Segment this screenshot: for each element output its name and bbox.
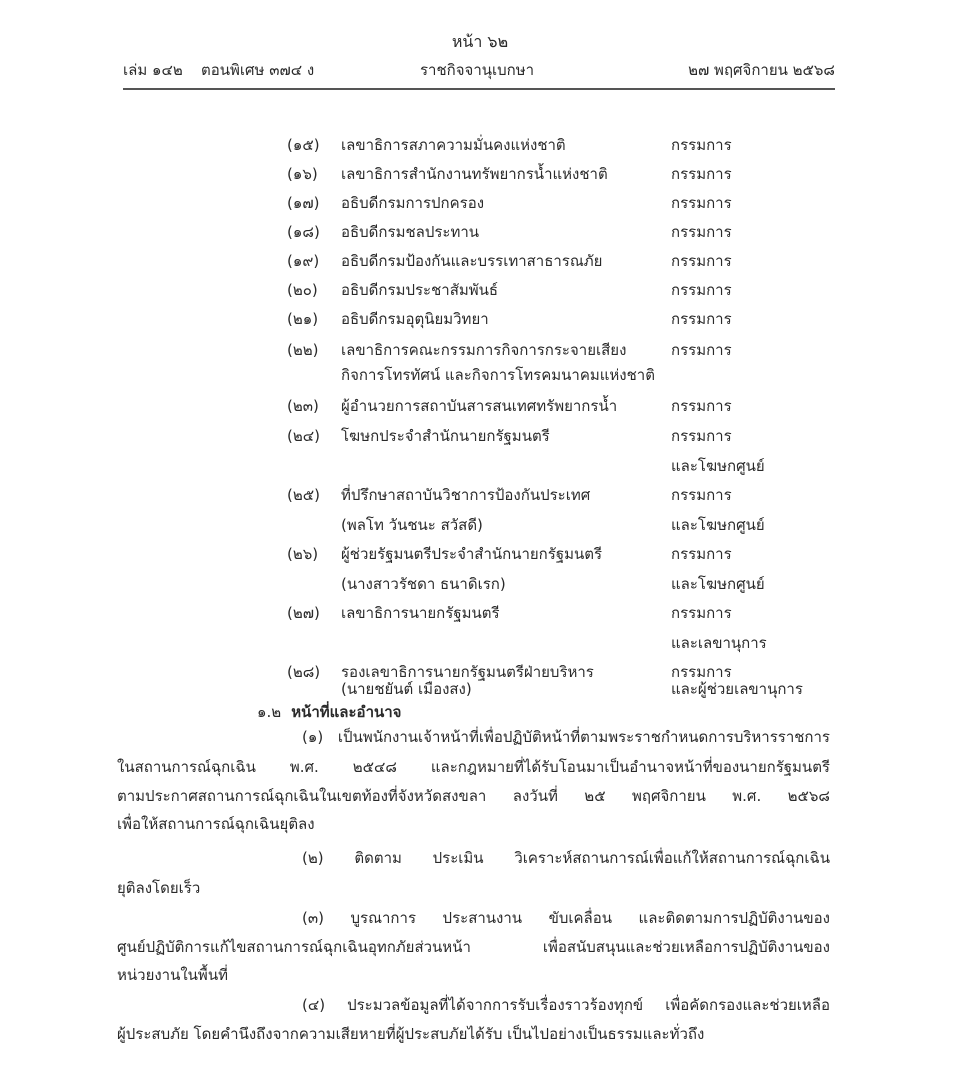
item-number: (๒๗) xyxy=(287,604,320,622)
volume-label: เล่ม ๑๔๒ xyxy=(123,61,183,79)
item-number: (๑๘) xyxy=(287,223,320,241)
item-number: (๒๐) xyxy=(287,281,318,299)
item-number: (๑๕) xyxy=(287,136,320,154)
publication-date: ๒๗ พฤศจิกายน ๒๕๖๘ xyxy=(688,61,835,79)
paragraph-line: (๑) เป็นพนักงานเจ้าหน้าที่เพื่อปฏิบัติหน้าที่ตามพระราชกำหนดการบริหารราชการ xyxy=(302,728,830,746)
member-role-cont: และโฆษกศูนย์ xyxy=(671,457,765,475)
list-item-continuation xyxy=(0,454,960,480)
member-role: กรรมการ xyxy=(671,397,732,415)
member-role: กรรมการ xyxy=(671,223,732,241)
list-item xyxy=(0,542,960,568)
member-role: กรรมการ xyxy=(671,281,732,299)
list-item-continuation xyxy=(0,631,960,657)
member-title: อธิบดีกรมการปกครอง xyxy=(341,194,485,212)
list-item xyxy=(0,220,960,246)
issue-label: ตอนพิเศษ ๓๗๔ ง xyxy=(201,61,315,79)
list-item xyxy=(0,338,960,364)
list-item xyxy=(0,424,960,450)
paragraph-line: ศูนย์ปฏิบัติการแก้ไขสถานการณ์ฉุกเฉินอุทกภัยส่วนหน้า เพื่อสนับสนุนและช่วยเหลือการปฏิบัติงานของ xyxy=(117,938,830,956)
paragraph-line: (๔) ประมวลข้อมูลที่ได้จากการรับเรื่องราวร้องทุกข์ เพื่อคัดกรองและช่วยเหลือ xyxy=(302,996,830,1014)
member-role: กรรมการ xyxy=(671,341,732,359)
item-number: (๒๑) xyxy=(287,310,319,328)
section-heading xyxy=(257,700,401,724)
member-name: (นางสาวรัชดา ธนาดิเรก) xyxy=(341,575,506,593)
member-role: กรรมการ xyxy=(671,427,732,445)
item-number: (๒๘) xyxy=(287,663,321,681)
list-item xyxy=(0,394,960,420)
item-number: (๑๙) xyxy=(287,252,320,270)
member-title: ผู้ช่วยรัฐมนตรีประจำสำนักนายกรัฐมนตรี xyxy=(341,545,603,563)
list-item xyxy=(0,249,960,275)
list-item xyxy=(0,191,960,217)
item-number: (๑๖) xyxy=(287,165,318,183)
item-number: (๒๓) xyxy=(287,397,319,415)
member-title: โฆษกประจำสำนักนายกรัฐมนตรี xyxy=(341,427,550,445)
member-role-cont: และเลขานุการ xyxy=(671,634,767,652)
section-title: หน้าที่และอำนาจ xyxy=(291,703,402,721)
item-number: (๒๔) xyxy=(287,427,320,445)
member-title: อธิบดีกรมประชาสัมพันธ์ xyxy=(341,281,499,299)
member-role: กรรมการ xyxy=(671,545,732,563)
list-item xyxy=(0,162,960,188)
publication-title: ราชกิจจานุเบกษา xyxy=(420,61,535,79)
member-name: (พลโท วันชนะ สวัสดี) xyxy=(341,516,483,534)
member-role: กรรมการ xyxy=(671,310,732,328)
paragraph-line: หน่วยงานในพื้นที่ xyxy=(117,966,228,984)
member-title: รองเลขาธิการนายกรัฐมนตรีฝ่ายบริหาร xyxy=(341,663,594,681)
member-role: กรรมการ xyxy=(671,486,732,504)
member-role-cont: และผู้ช่วยเลขานุการ xyxy=(671,680,803,698)
member-title: อธิบดีกรมป้องกันและบรรเทาสาธารณภัย xyxy=(341,252,603,270)
member-role: กรรมการ xyxy=(671,663,732,681)
member-name: (นายชยันต์ เมืองสง) xyxy=(341,680,472,698)
member-role-cont: และโฆษกศูนย์ xyxy=(671,516,765,534)
member-title: ผู้อำนวยการสถาบันสารสนเทศทรัพยากรน้ำ xyxy=(341,397,618,415)
paragraph-line: ตามประกาศสถานการณ์ฉุกเฉินในเขตท้องที่จังหวัดสงขลา ลงวันที่ ๒๕ พฤศจิกายน พ.ศ. ๒๕๖๘ xyxy=(117,787,830,805)
member-title: เลขาธิการสำนักงานทรัพยากรน้ำแห่งชาติ xyxy=(341,165,608,183)
list-item xyxy=(0,601,960,627)
member-role: กรรมการ xyxy=(671,165,732,183)
paragraph-line: (๒) ติดตาม ประเมิน วิเคราะห์สถานการณ์เพื่อแก้ให้สถานการณ์ฉุกเฉิน xyxy=(302,849,830,867)
item-number: (๒๖) xyxy=(287,545,319,563)
member-title: ที่ปรึกษาสถาบันวิชาการป้องกันประเทศ xyxy=(341,486,591,504)
paragraph-line: ในสถานการณ์ฉุกเฉิน พ.ศ. ๒๕๔๘ และกฎหมายที่ได้รับโอนมาเป็นอำนาจหน้าที่ของนายกรัฐมนตรี xyxy=(117,758,830,776)
list-item-continuation xyxy=(0,513,960,539)
item-number: (๒๒) xyxy=(287,341,319,359)
section-number: ๑.๒ xyxy=(257,703,282,721)
member-role: กรรมการ xyxy=(671,604,732,622)
list-item xyxy=(0,278,960,304)
member-role: กรรมการ xyxy=(671,252,732,270)
header-rule xyxy=(123,88,835,90)
list-item xyxy=(0,483,960,509)
list-item xyxy=(0,133,960,159)
paragraph-line: (๓) บูรณาการ ประสานงาน ขับเคลื่อน และติดตามการปฏิบัติงานของ xyxy=(302,909,830,927)
member-title: อธิบดีกรมอุตุนิยมวิทยา xyxy=(341,310,489,328)
item-number: (๒๕) xyxy=(287,486,320,504)
list-item-continuation xyxy=(0,572,960,598)
item-number: (๑๗) xyxy=(287,194,320,212)
gazette-header xyxy=(123,58,835,82)
paragraph-line: ผู้ประสบภัย โดยคำนึงถึงจากความเสียหายที่ผู้ประสบภัยได้รับ เป็นไปอย่างเป็นธรรมและทั่วถึง xyxy=(117,1025,705,1043)
member-role: กรรมการ xyxy=(671,194,732,212)
member-title: เลขาธิการนายกรัฐมนตรี xyxy=(341,604,500,622)
member-title: เลขาธิการคณะกรรมการกิจการกระจายเสียง xyxy=(341,341,627,359)
page-number: หน้า ๖๒ xyxy=(451,32,509,51)
member-role-cont: และโฆษกศูนย์ xyxy=(671,575,765,593)
list-item-continuation xyxy=(0,363,960,389)
member-title-cont: กิจการโทรทัศน์ และกิจการโทรคมนาคมแห่งชาติ xyxy=(341,366,655,384)
member-role: กรรมการ xyxy=(671,136,732,154)
list-item-continuation xyxy=(0,677,960,703)
paragraph-line: เพื่อให้สถานการณ์ฉุกเฉินยุติลง xyxy=(117,815,315,833)
member-title: อธิบดีกรมชลประทาน xyxy=(341,223,480,241)
list-item xyxy=(0,307,960,333)
member-title: เลขาธิการสภาความมั่นคงแห่งชาติ xyxy=(341,136,566,154)
paragraph-line: ยุติลงโดยเร็ว xyxy=(117,879,201,897)
